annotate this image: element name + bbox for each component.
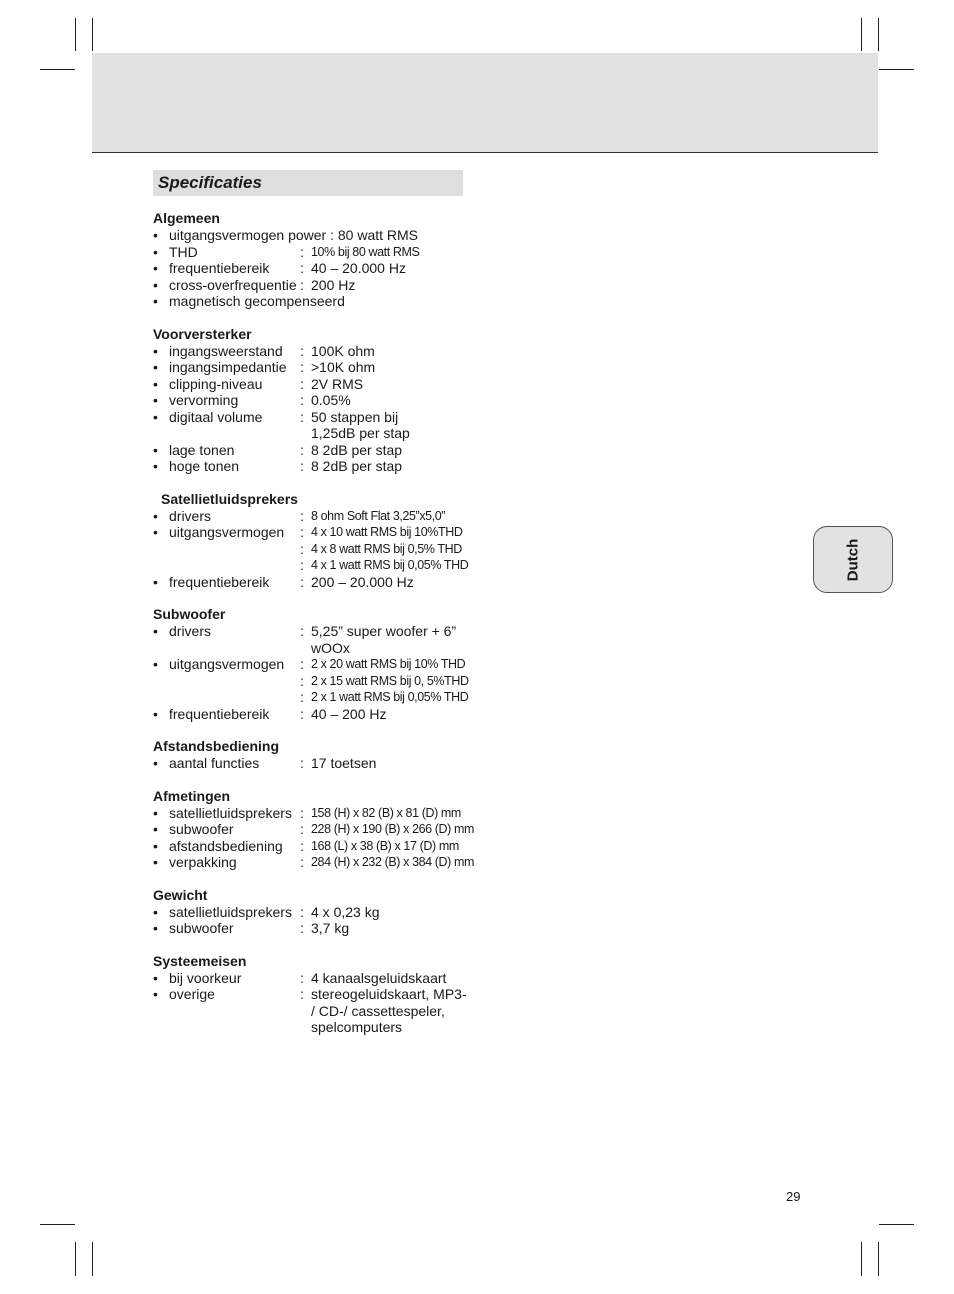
crop-mark bbox=[861, 18, 862, 51]
section-heading: Gewicht bbox=[153, 886, 208, 903]
spec-row bbox=[153, 293, 473, 310]
spec-value: 284 (H) x 232 (B) x 384 (D) mm bbox=[311, 855, 475, 869]
spec-value: 4 x 0,23 kg bbox=[311, 903, 380, 920]
spec-row bbox=[153, 524, 473, 541]
spec-row bbox=[153, 986, 473, 1036]
spec-value: 4 kanaalsgeluidskaart bbox=[311, 969, 447, 986]
bullet: • bbox=[153, 342, 158, 359]
crop-mark bbox=[75, 18, 76, 51]
bullet: • bbox=[153, 705, 158, 722]
spec-value: stereogeluidskaart, MP3- bbox=[311, 986, 467, 1002]
spec-colon: : bbox=[300, 969, 304, 986]
section-algemeen bbox=[153, 210, 473, 310]
spec-label: cross-overfrequentie bbox=[169, 276, 297, 293]
spec-label: ingangsweerstand bbox=[169, 342, 283, 359]
spec-row bbox=[153, 574, 473, 591]
bullet: • bbox=[153, 507, 158, 524]
spec-label: clipping-niveau bbox=[169, 375, 263, 392]
spec-row bbox=[153, 920, 473, 937]
page-number: 29 bbox=[786, 1189, 801, 1204]
bullet: • bbox=[153, 804, 158, 821]
spec-row bbox=[153, 359, 473, 376]
section-heading: Afstandsbediening bbox=[153, 738, 280, 754]
section-afstandsbediening bbox=[153, 738, 473, 772]
spec-colon: : bbox=[300, 623, 304, 639]
spec-colon: : bbox=[300, 903, 304, 920]
spec-label: satellietluidsprekers bbox=[169, 804, 292, 821]
spec-row bbox=[153, 970, 473, 987]
spec-label: aantal functies bbox=[169, 755, 260, 771]
spec-value: 228 (H) x 190 (B) x 266 (D) mm bbox=[311, 822, 475, 836]
spec-row bbox=[153, 277, 473, 294]
spec-colon: : bbox=[300, 656, 304, 672]
spec-label: bij voorkeur bbox=[169, 969, 242, 986]
spec-colon: : bbox=[300, 342, 304, 359]
section-heading: Afmetingen bbox=[153, 787, 230, 804]
spec-value: 2 x 1 watt RMS bij 0,05% THD bbox=[311, 690, 469, 704]
spec-value: 4 x 1 watt RMS bij 0,05% THD bbox=[311, 558, 469, 572]
spec-value: 2 x 15 watt RMS bij 0, 5%THD bbox=[311, 673, 469, 688]
spec-colon: : bbox=[300, 540, 304, 557]
crop-mark bbox=[92, 18, 93, 51]
spec-colon: : bbox=[300, 705, 304, 722]
bullet: • bbox=[153, 408, 158, 425]
spec-colon: : bbox=[300, 821, 304, 837]
spec-colon: : bbox=[300, 375, 304, 392]
spec-label: subwoofer bbox=[169, 821, 234, 837]
spec-row bbox=[153, 689, 473, 706]
section-subwoofer bbox=[153, 606, 473, 722]
spec-label: uitgangsvermogen bbox=[169, 656, 285, 672]
section-heading: Subwoofer bbox=[153, 606, 226, 622]
spec-colon: : bbox=[300, 986, 304, 1002]
spec-row bbox=[153, 508, 473, 525]
spec-row bbox=[153, 442, 473, 459]
spec-label: hoge tonen bbox=[169, 458, 240, 474]
spec-row bbox=[153, 458, 473, 475]
spec-row bbox=[153, 706, 473, 723]
spec-value: 2 x 20 watt RMS bij 10% THD bbox=[311, 657, 466, 671]
bullet: • bbox=[153, 903, 158, 920]
crop-mark bbox=[878, 1242, 879, 1276]
spec-row bbox=[153, 755, 473, 772]
spec-row bbox=[153, 227, 473, 244]
spec-label: verpakking bbox=[169, 854, 237, 870]
spec-value: 100K ohm bbox=[311, 342, 375, 359]
bullet: • bbox=[153, 755, 158, 771]
bullet: • bbox=[153, 821, 158, 837]
spec-label: THD bbox=[169, 243, 198, 260]
spec-value: 40 – 20.000 Hz bbox=[311, 260, 406, 276]
section-heading: Voorversterker bbox=[153, 325, 252, 342]
spec-label: digitaal volume bbox=[169, 408, 263, 425]
spec-value: 200 – 20.000 Hz bbox=[311, 573, 414, 590]
crop-mark bbox=[878, 18, 879, 51]
spec-label: uitgangsvermogen power : 80 watt RMS bbox=[169, 227, 419, 243]
spec-colon: : bbox=[300, 755, 304, 771]
bullet: • bbox=[153, 260, 158, 276]
spec-row bbox=[153, 673, 473, 690]
bullet: • bbox=[153, 854, 158, 870]
section-afmetingen bbox=[153, 788, 473, 871]
crop-mark bbox=[879, 69, 914, 70]
spec-colon: : bbox=[300, 392, 304, 408]
bullet: • bbox=[153, 969, 158, 986]
spec-row bbox=[153, 838, 473, 855]
bullet: • bbox=[153, 573, 158, 590]
section-heading: Systeemeisen bbox=[153, 952, 247, 969]
section-heading: Satellietluidsprekers bbox=[161, 490, 298, 507]
language-tab-dutch[interactable] bbox=[813, 526, 893, 593]
spec-value: 4 x 10 watt RMS bij 10%THD bbox=[311, 525, 463, 539]
bullet: • bbox=[153, 920, 158, 936]
spec-row bbox=[153, 541, 473, 558]
spec-colon: : bbox=[300, 260, 304, 276]
bullet: • bbox=[153, 375, 158, 392]
crop-mark bbox=[92, 1242, 93, 1276]
spec-value: 50 stappen bij bbox=[311, 408, 399, 425]
spec-row bbox=[153, 656, 473, 673]
bullet: • bbox=[153, 458, 158, 474]
spec-value: 10% bij 80 watt RMS bbox=[311, 244, 420, 259]
spec-row bbox=[153, 854, 473, 871]
crop-mark bbox=[879, 1224, 914, 1225]
spec-label: ingangsimpedantie bbox=[169, 359, 287, 375]
spec-row bbox=[153, 260, 473, 277]
spec-label: drivers bbox=[169, 507, 212, 524]
spec-row bbox=[153, 557, 473, 574]
bullet: • bbox=[153, 359, 158, 375]
spec-colon: : bbox=[300, 276, 304, 293]
spec-colon: : bbox=[300, 854, 304, 870]
spec-value: 168 (L) x 38 (B) x 17 (D) mm bbox=[311, 838, 459, 853]
spec-value: 3,7 kg bbox=[311, 920, 350, 936]
spec-label: drivers bbox=[169, 623, 212, 639]
spec-label: overige bbox=[169, 986, 215, 1002]
bullet: • bbox=[153, 986, 158, 1002]
spec-row bbox=[153, 343, 473, 360]
spec-value: 200 Hz bbox=[311, 276, 356, 293]
spec-label: afstandsbediening bbox=[169, 837, 283, 854]
bullet: • bbox=[153, 837, 158, 854]
spec-value: wOOx bbox=[311, 639, 350, 656]
spec-colon: : bbox=[300, 524, 304, 540]
spec-row bbox=[153, 392, 473, 409]
spec-value: 8 2dB per stap bbox=[311, 458, 403, 474]
spec-colon: : bbox=[300, 689, 304, 705]
bullet: • bbox=[153, 524, 158, 540]
spec-value: 2V RMS bbox=[311, 375, 364, 392]
spec-value: 4 x 8 watt RMS bij 0,5% THD bbox=[311, 541, 462, 556]
spec-value: / CD-/ cassettespeler, bbox=[311, 1002, 445, 1019]
spec-value: 8 ohm Soft Flat 3,25”x5,0” bbox=[311, 508, 446, 523]
bullet: • bbox=[153, 293, 158, 309]
spec-label: lage tonen bbox=[169, 441, 235, 458]
spec-colon: : bbox=[300, 441, 304, 458]
spec-colon: : bbox=[300, 243, 304, 260]
page-title: Specificaties bbox=[158, 173, 262, 192]
header-band bbox=[92, 53, 878, 153]
spec-value: 5,25” super woofer + 6” bbox=[311, 623, 457, 639]
bullet: • bbox=[153, 623, 158, 639]
spec-value: spelcomputers bbox=[311, 1019, 403, 1035]
crop-mark bbox=[40, 69, 75, 70]
spec-colon: : bbox=[300, 507, 304, 524]
bullet: • bbox=[153, 441, 158, 458]
bullet: • bbox=[153, 227, 158, 243]
spec-label: vervorming bbox=[169, 392, 239, 408]
spec-value: 158 (H) x 82 (B) x 81 (D) mm bbox=[311, 805, 461, 820]
spec-label: satellietluidsprekers bbox=[169, 903, 292, 920]
spec-colon: : bbox=[300, 672, 304, 689]
spec-row bbox=[153, 409, 473, 442]
crop-mark bbox=[75, 1242, 76, 1276]
spec-row bbox=[153, 623, 473, 656]
spec-value: 0.05% bbox=[311, 392, 351, 408]
spec-row bbox=[153, 376, 473, 393]
spec-value: >10K ohm bbox=[311, 359, 376, 375]
spec-row bbox=[153, 821, 473, 838]
spec-label: frequentiebereik bbox=[169, 705, 270, 722]
crop-mark bbox=[40, 1224, 75, 1225]
spec-label: uitgangsvermogen bbox=[169, 524, 285, 540]
spec-value: 1,25dB per stap bbox=[311, 425, 410, 441]
section-heading: Algemeen bbox=[153, 210, 220, 226]
spec-label: frequentiebereik bbox=[169, 573, 270, 590]
spec-colon: : bbox=[300, 573, 304, 590]
spec-label: magnetisch gecompenseerd bbox=[169, 293, 345, 309]
bullet: • bbox=[153, 276, 158, 293]
spec-colon: : bbox=[300, 920, 304, 936]
spec-colon: : bbox=[300, 557, 304, 573]
spec-value: 40 – 200 Hz bbox=[311, 705, 387, 722]
section-systeemeisen bbox=[153, 953, 473, 1036]
section-title-bar bbox=[153, 170, 463, 196]
bullet: • bbox=[153, 656, 158, 672]
spec-row bbox=[153, 904, 473, 921]
spec-colon: : bbox=[300, 359, 304, 375]
language-tab-label: Dutch bbox=[844, 538, 862, 581]
spec-label: frequentiebereik bbox=[169, 260, 270, 276]
section-gewicht bbox=[153, 887, 473, 937]
section-voorversterker bbox=[153, 326, 473, 475]
spec-value: 8 2dB per stap bbox=[311, 441, 403, 458]
spec-list bbox=[153, 210, 473, 1052]
spec-row bbox=[153, 805, 473, 822]
spec-value: 17 toetsen bbox=[311, 755, 377, 771]
section-satellietluidsprekers bbox=[153, 491, 473, 591]
spec-label: subwoofer bbox=[169, 920, 234, 936]
spec-row bbox=[153, 244, 473, 261]
spec-colon: : bbox=[300, 408, 304, 425]
bullet: • bbox=[153, 243, 158, 260]
spec-colon: : bbox=[300, 804, 304, 821]
spec-colon: : bbox=[300, 837, 304, 854]
spec-colon: : bbox=[300, 458, 304, 474]
bullet: • bbox=[153, 392, 158, 408]
crop-mark bbox=[861, 1242, 862, 1276]
